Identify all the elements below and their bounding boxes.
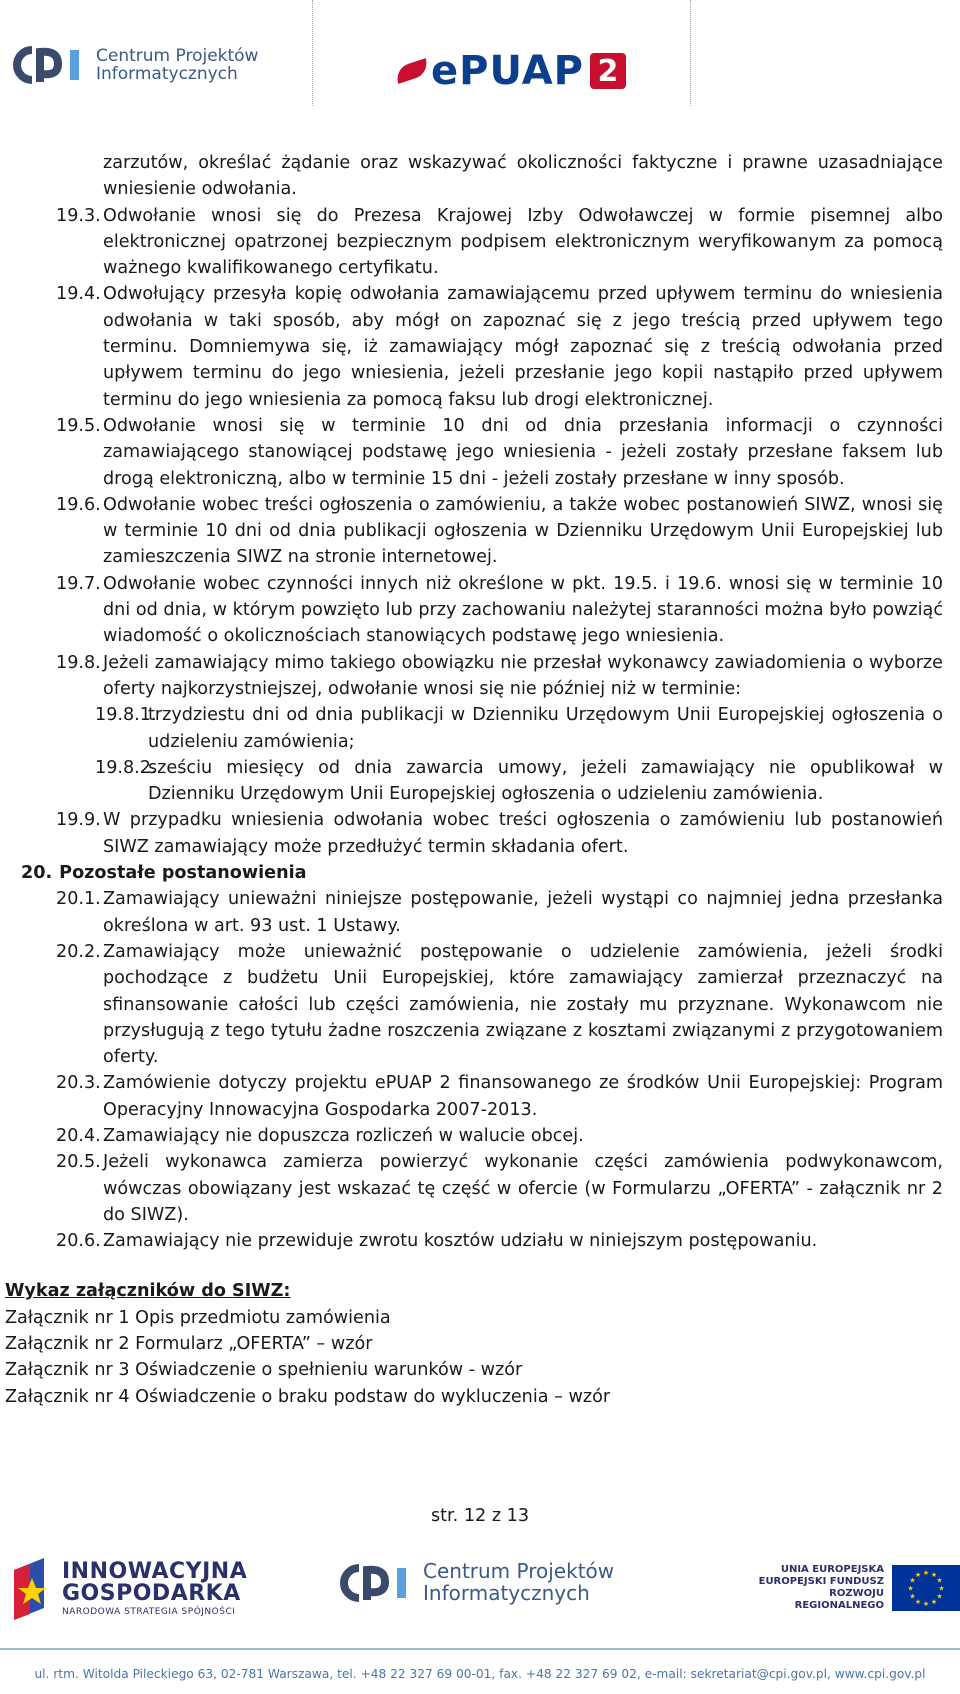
section-19-items xyxy=(0,203,960,860)
page-footer xyxy=(0,1552,960,1694)
cpi-logo-mark-icon xyxy=(10,42,90,88)
page-header xyxy=(0,0,960,108)
item-text: Odwołanie wnosi się do Prezesa Krajowej Izby Odwoławczej w formie pisemnej albo elektronicznej opatrzonej bezpiecznym podpisem elektronicznym weryfikowanym za pomocą ważnego kwalifikowanego certyfikatu. xyxy=(103,205,943,279)
attachment-item: Załącznik nr 3 Oświadczenie o spełnieniu warunków - wzór xyxy=(5,1360,523,1381)
list-item xyxy=(56,650,943,703)
sub-list-item xyxy=(95,755,943,808)
cpi-logo-text xyxy=(96,47,258,84)
item-text: Odwołanie wnosi się w terminie 10 dni od dnia przesłania informacji o czynności zamawiającego stanowiącej podstawę jego wniesienia - jeżeli zostały przesłane faksem lub drogą elektroniczną, albo w terminie 15 dni - jeżeli zostały przesłane w inny sposób. xyxy=(103,415,943,489)
header-divider xyxy=(312,0,313,106)
item-number: 19.7. xyxy=(56,573,101,594)
section-number: 20. xyxy=(21,863,53,884)
sub-list-item xyxy=(95,702,943,755)
list-item xyxy=(56,571,943,650)
cpi-logo-line1: Centrum Projektów xyxy=(96,45,259,66)
item-number: 19.4. xyxy=(56,284,101,305)
item-text: Jeżeli wykonawca zamierza powierzyć wykonanie części zamówienia podwykonawcom, wówczas obowiązany jest wskazać tę część w ofercie (w Formularzu „OFERTA” - załącznik nr 2 do SIWZ). xyxy=(103,1152,943,1225)
item-text: Zamawiający może unieważnić postępowanie o udzielenie zamówienia, jeżeli środki pochodzące z budżetu Unii Europejskiej, które zamawiający zamierzał przeznaczyć na sfinansowanie całości lub części zamówienia, nie zostały mu przyznane. Wykonawcom nie przysługują z tego tytułu żadne roszczenia związane z kosztami związanymi z przygotowaniem oferty. xyxy=(103,941,943,1068)
cpi-logo-mark-icon xyxy=(337,1560,417,1606)
svg-text:★: ★ xyxy=(914,1598,922,1606)
svg-text:★: ★ xyxy=(930,1598,938,1606)
item-number: 19.8. xyxy=(56,652,101,673)
document-body xyxy=(0,150,960,1410)
cpi-logo-text xyxy=(423,1561,614,1604)
section-20-items xyxy=(0,886,960,1254)
attachment-item: Załącznik nr 1 Opis przedmiotu zamówienia xyxy=(5,1307,391,1328)
list-item xyxy=(56,492,943,571)
list-item xyxy=(56,807,943,860)
ig-flag-icon xyxy=(10,1556,54,1622)
svg-text:★: ★ xyxy=(922,1569,930,1577)
svg-text:★: ★ xyxy=(909,1576,916,1585)
item-number: 20.1. xyxy=(56,889,101,910)
attachment-item: Załącznik nr 2 Formularz „OFERTA” – wzór xyxy=(5,1334,373,1355)
list-item xyxy=(56,886,943,939)
svg-text:★: ★ xyxy=(936,1592,943,1601)
list-item xyxy=(56,413,943,492)
epuap-swoosh-icon xyxy=(393,58,430,84)
ig-line3: NARODOWA STRATEGIA SPÓJNOŚCI xyxy=(62,1607,236,1617)
list-item xyxy=(56,1149,943,1228)
item-number: 19.5. xyxy=(56,415,101,436)
item-number: 20.3. xyxy=(56,1073,101,1094)
item-number: 20.6. xyxy=(56,1231,101,1252)
item-text: Odwołanie wobec treści ogłoszenia o zamówieniu, a także wobec postanowień SIWZ, wnosi się w terminie 10 dni od dnia publikacji ogłoszenia w Dzienniku Urzędowym Unii Europejskiej lub zamieszczenia SIWZ na stronie internetowej. xyxy=(103,494,943,568)
svg-text:★: ★ xyxy=(914,1571,922,1579)
eu-line2: EUROPEJSKI FUNDUSZ xyxy=(758,1576,884,1587)
item-text: Zamawiający nie dopuszcza rozliczeń w walucie obcej. xyxy=(103,1125,584,1146)
item-text: Odwołujący przesyła kopię odwołania zamawiającemu przed upływem terminu do wniesienia odwołania w taki sposób, aby mógł on zapoznać się z jego treścią przed upływem tego terminu. Domniemywa się, iż zamawiający mógł zapoznać się z treścią odwołania przed upływem terminu do jego wniesienia, jeżeli przesłanie jego kopii nastąpiło przed upływem terminu do jego wniesienia za pomocą faksu lub drogi elektronicznej. xyxy=(103,284,943,410)
item-number: 20.5. xyxy=(56,1152,101,1173)
list-item xyxy=(56,1123,943,1149)
footer-address: ul. rtm. Witolda Pileckiego 63, 02-781 Warszawa, tel. +48 22 327 69 00-01, fax. +48 22 327 69 02, e-mail: sekretariat@cpi.gov.pl, www.cpi.gov.pl xyxy=(34,1667,926,1681)
list-item xyxy=(56,203,943,282)
item-number: 19.3. xyxy=(56,205,101,226)
ig-line1: INNOWACYJNA xyxy=(62,1559,248,1584)
list-item xyxy=(56,1228,943,1254)
item-number: 19.6. xyxy=(56,494,101,515)
footer-rule xyxy=(0,1648,960,1650)
svg-text:★: ★ xyxy=(936,1576,943,1585)
svg-text:★: ★ xyxy=(938,1584,945,1593)
cpi-logo-line2: Informatycznych xyxy=(423,1581,590,1605)
svg-text:★: ★ xyxy=(907,1584,914,1593)
cpi-logo-line1: Centrum Projektów xyxy=(423,1559,615,1584)
eu-text xyxy=(745,1564,884,1612)
attachments-title: Wykaz załączników do SIWZ: xyxy=(5,1281,291,1302)
item-text: Odwołanie wobec czynności innych niż określone w pkt. 19.5. i 19.6. wnosi się w terminie 10 dni od dnia, w którym powzięto lub przy zachowaniu należytej staranności można było powziąć wiadomość o okolicznościach stanowiących podstawę jego wniesienia. xyxy=(103,573,943,647)
item-number: 19.9. xyxy=(56,810,101,831)
cpi-logo-line2: Informatycznych xyxy=(96,64,238,84)
list-item xyxy=(56,281,943,412)
svg-text:★: ★ xyxy=(922,1600,930,1608)
lead-paragraph: zarzutów, określać żądanie oraz wskazywać okoliczności faktyczne i prawne uzasadniające wniesienie odwołania. xyxy=(103,153,943,200)
item-number: 19.8.1. xyxy=(95,705,157,726)
item-text: sześciu miesięcy od dnia zawarcia umowy, jeżeli zamawiający nie opublikował w Dzienniku Urzędowym Unii Europejskiej ogłoszenia o udzieleniu zamówienia. xyxy=(148,757,943,805)
item-number: 20.4. xyxy=(56,1125,101,1146)
header-divider-right xyxy=(690,0,691,106)
item-text: W przypadku wniesienia odwołania wobec treści ogłoszenia o zamówieniu lub postanowień SIWZ zamawiający może przedłużyć termin składania ofert. xyxy=(103,810,943,857)
epuap-logo xyxy=(395,48,626,94)
ig-text xyxy=(62,1561,247,1617)
item-text: Zamawiający nie przewiduje zwrotu kosztów udziału w niniejszym postępowaniu. xyxy=(103,1231,818,1252)
innowacyjna-gospodarka-logo xyxy=(10,1556,247,1622)
list-item xyxy=(56,1070,943,1123)
eu-line1: UNIA EUROPEJSKA xyxy=(780,1564,884,1575)
item-text: Jeżeli zamawiający mimo takiego obowiązku nie przesłał wykonawcy zawiadomienia o wyborze oferty najkorzystniejszej, odwołanie wnosi się nie później niż w terminie: xyxy=(103,652,943,699)
item-text: Zamówienie dotyczy projektu ePUAP 2 finansowanego ze środków Unii Europejskiej: Program Operacyjny Innowacyjna Gospodarka 2007-2013. xyxy=(103,1073,943,1120)
item-number: 19.8.2. xyxy=(95,757,157,778)
cpi-footer-logo xyxy=(337,1560,614,1606)
eu-logo xyxy=(745,1564,960,1612)
item-text: Zamawiający unieważni niniejsze postępowanie, jeżeli wystąpi co najmniej jedna przesłanka określona w art. 93 ust. 1 Ustawy. xyxy=(103,889,943,936)
epuap-word: ePUAP xyxy=(431,48,584,94)
attachment-item: Załącznik nr 4 Oświadczenie o braku podstaw do wykluczenia – wzór xyxy=(5,1386,611,1407)
item-number: 20.2. xyxy=(56,941,101,962)
page-number: str. 12 z 13 xyxy=(430,1506,530,1526)
section-title: Pozostałe postanowienia xyxy=(59,863,307,884)
item-text: trzydziestu dni od dnia publikacji w Dzienniku Urzędowym Unii Europejskiej ogłoszenia o udzieleniu zamówienia; xyxy=(148,705,943,752)
svg-text:★: ★ xyxy=(930,1571,938,1579)
epuap-number: 2 xyxy=(590,53,626,89)
eu-line3: ROZWOJU REGIONALNEGO xyxy=(794,1588,884,1611)
section-heading xyxy=(21,860,960,886)
svg-text:★: ★ xyxy=(909,1592,916,1601)
list-item xyxy=(56,939,943,1070)
eu-flag-icon xyxy=(892,1565,960,1611)
cpi-logo xyxy=(10,42,258,88)
ig-line2: GOSPODARKA xyxy=(62,1581,241,1606)
